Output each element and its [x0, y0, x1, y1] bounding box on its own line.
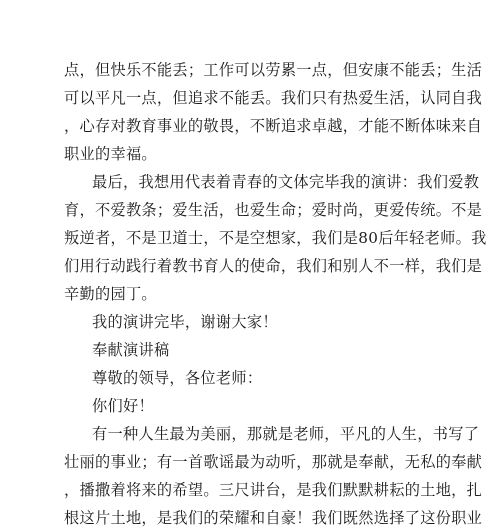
text-line: 可以平凡一点，但追求不能丢。我们只有热爱生活，认同自我 [64, 89, 483, 107]
text-line: ，心存对教育事业的敬畏，不断追求卓越，才能不断体味来自 [64, 117, 483, 135]
paragraph-start: 最后，我想用代表着青春的文体完毕我的演讲：我们爱教 [92, 173, 480, 191]
salutation: 尊敬的领导，各位老师： [92, 369, 263, 387]
text-line: 育，不爱教条；爱生活，也爱生命；爱时尚，更爱传统。不是 [64, 201, 483, 219]
greeting: 你们好！ [92, 397, 154, 415]
text-line: 们用行动践行着教书育人的使命，我们和别人不一样，我们是 [64, 257, 483, 275]
text-line: 根这片土地，是我们的荣耀和自豪！我们既然选择了这份职业 [64, 509, 483, 527]
text-line: 点，但快乐不能丢；工作可以劳累一点，但安康不能丢；生活 [64, 61, 483, 79]
text-line: 辛勤的园丁。 [64, 285, 157, 303]
closing-line: 我的演讲完毕，谢谢大家！ [92, 313, 278, 331]
text-line: 壮丽的事业；有一首歌谣最为动听，那就是奉献，无私的奉献 [64, 453, 483, 471]
text-line: ，播撒着将来的希望。三尺讲台，是我们默默耕耘的土地，扎 [64, 481, 483, 499]
text-line: 叛逆者，不是卫道士，不是空想家，我们是80后年轻老师。我 [64, 229, 487, 247]
section-title: 奉献演讲稿 [92, 341, 170, 359]
paragraph-start: 有一种人生最为美丽，那就是老师，平凡的人生，书写了 [92, 425, 480, 443]
text-line: 职业的幸福。 [64, 145, 157, 163]
